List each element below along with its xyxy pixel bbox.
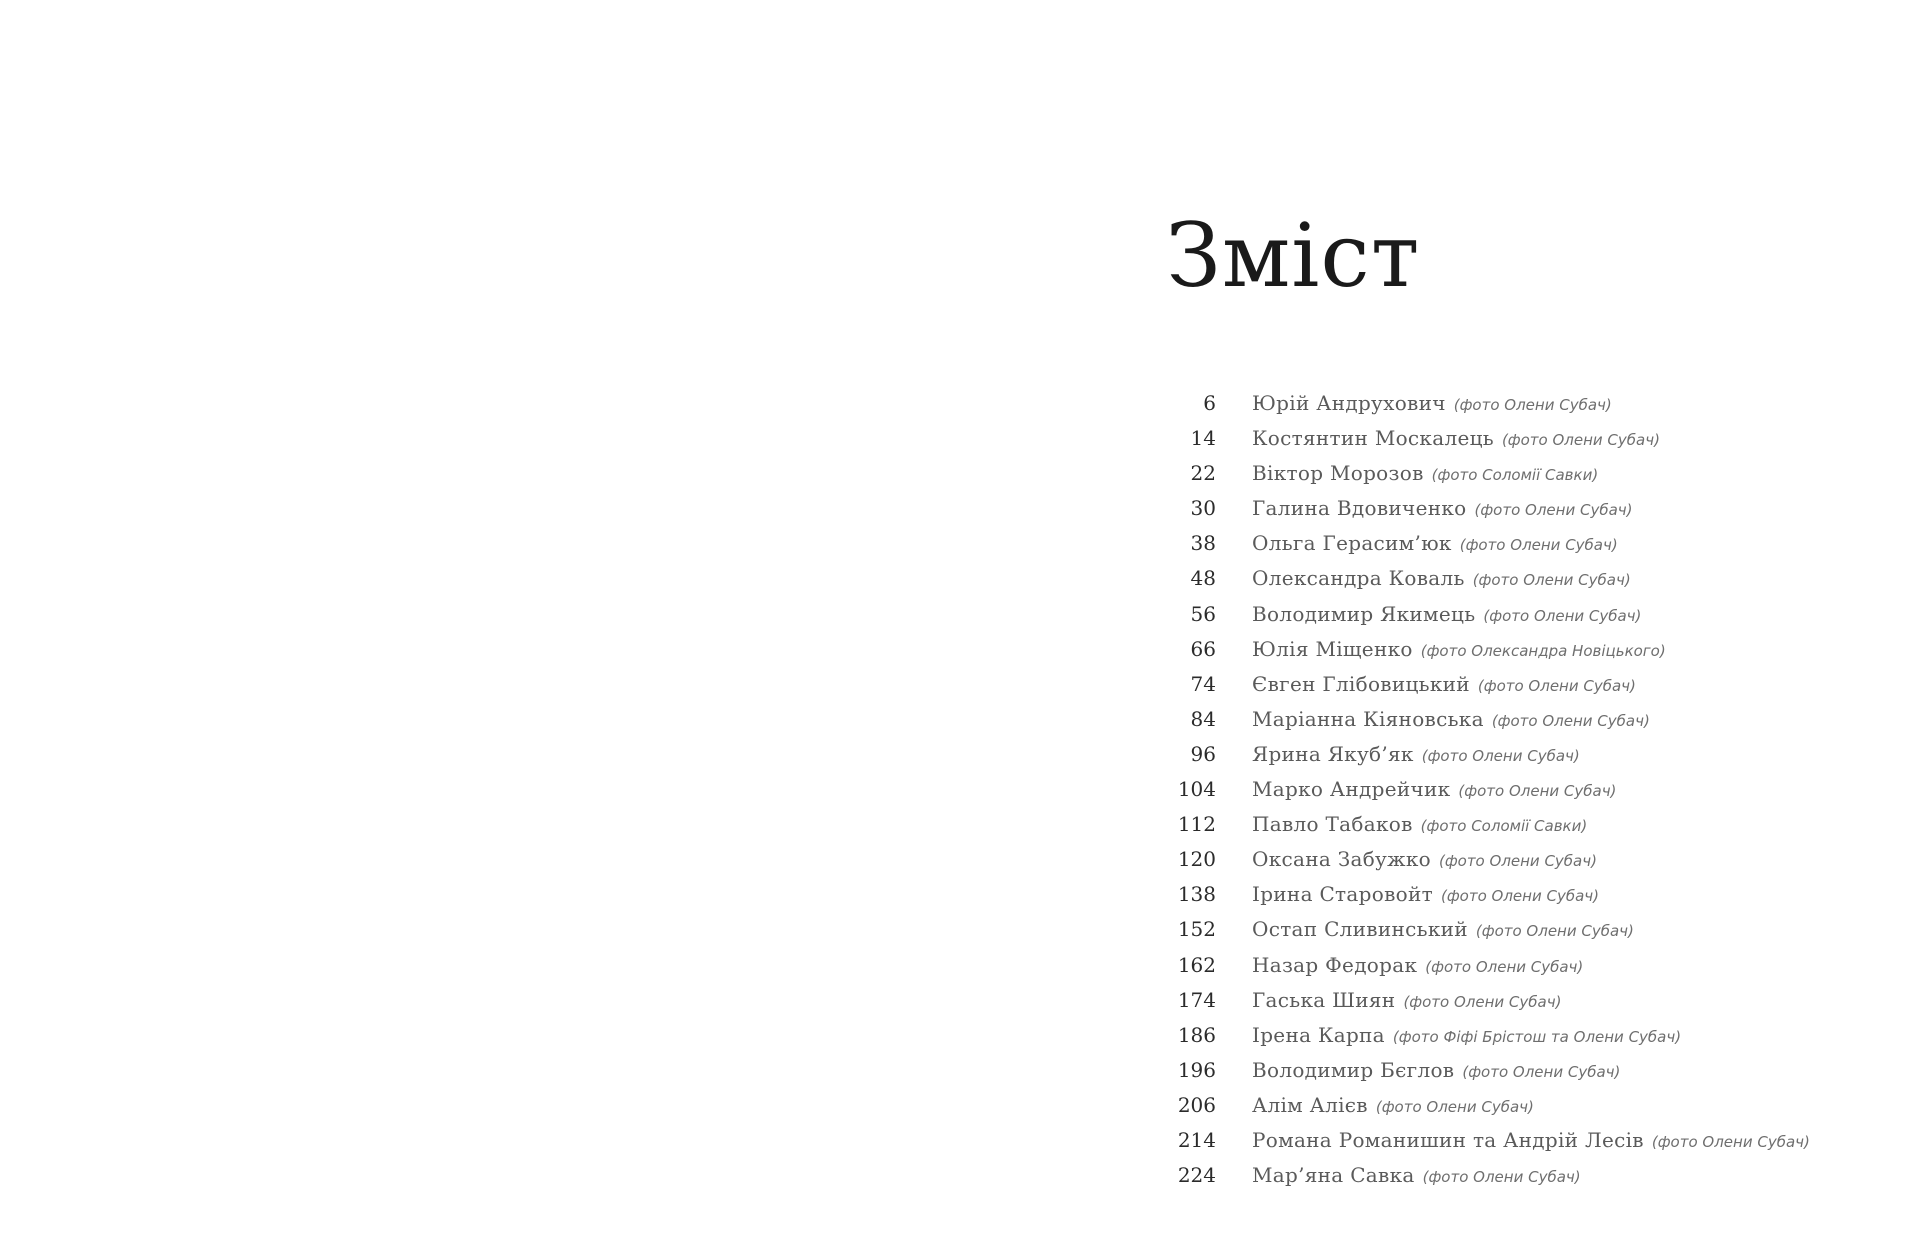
toc-entry — [1160, 1058, 1810, 1093]
toc-author-name: Ірена Карпа — [1252, 1022, 1385, 1047]
toc-author-name: Ярина Якуб’як — [1252, 741, 1414, 766]
toc-author-name: Маріанна Кіяновська — [1252, 706, 1484, 731]
toc-entry — [1160, 672, 1810, 707]
toc-photo-credit: (фото Олени Субач) — [1438, 852, 1597, 871]
toc-page-number: 112 — [1177, 812, 1216, 837]
toc-page-number: 22 — [1190, 461, 1216, 486]
toc-entry — [1160, 566, 1810, 601]
table-of-contents — [1160, 391, 1810, 1198]
toc-photo-credit: (фото Олени Субач) — [1483, 606, 1642, 625]
right-page — [960, 0, 1920, 1251]
toc-author-name: Ольга Герасим’юк — [1252, 531, 1452, 556]
toc-author-name: Ірина Старовойт — [1252, 882, 1433, 907]
toc-photo-credit: (фото Олени Субач) — [1475, 922, 1634, 941]
toc-page-number: 56 — [1190, 601, 1216, 626]
toc-entry — [1160, 988, 1810, 1023]
toc-entry — [1160, 496, 1810, 531]
toc-entry — [1160, 847, 1810, 882]
toc-photo-credit: (фото Фіфі Брістош та Олени Субач) — [1392, 1027, 1682, 1046]
toc-entry — [1160, 1023, 1810, 1058]
toc-entry — [1160, 426, 1810, 461]
toc-page-number: 14 — [1190, 426, 1216, 451]
toc-entry — [1160, 917, 1810, 952]
toc-page-number: 196 — [1177, 1057, 1216, 1082]
toc-author-name: Марко Андрейчик — [1252, 777, 1451, 802]
toc-author-name: Алім Алієв — [1252, 1092, 1368, 1117]
toc-photo-credit: (фото Олени Субач) — [1421, 746, 1580, 765]
toc-page-number: 104 — [1177, 777, 1216, 802]
toc-author-name: Остап Сливинський — [1252, 917, 1468, 942]
toc-author-name: Оксана Забужко — [1252, 847, 1431, 872]
toc-entry — [1160, 637, 1810, 672]
toc-author-name: Мар’яна Савка — [1252, 1163, 1415, 1188]
toc-entry — [1160, 1163, 1810, 1198]
toc-author-name: Гаська Шиян — [1252, 987, 1396, 1012]
toc-author-name: Юлія Міщенко — [1252, 636, 1413, 661]
toc-page-number: 120 — [1177, 847, 1216, 872]
toc-page-number: 30 — [1190, 496, 1216, 521]
toc-photo-credit: (фото Олени Субач) — [1425, 957, 1584, 976]
toc-page-number: 74 — [1190, 671, 1216, 696]
toc-photo-credit: (фото Соломії Савки) — [1420, 817, 1588, 836]
toc-entry — [1160, 391, 1810, 426]
toc-entry — [1160, 707, 1810, 742]
toc-photo-credit: (фото Олени Субач) — [1375, 1097, 1534, 1116]
toc-entry — [1160, 742, 1810, 777]
toc-photo-credit: (фото Олени Субач) — [1651, 1132, 1810, 1151]
toc-author-name: Костянтин Москалець — [1252, 426, 1494, 451]
toc-author-name: Юрій Андрухович — [1252, 391, 1446, 415]
toc-author-name: Назар Федорак — [1252, 952, 1418, 977]
toc-page-number: 48 — [1190, 566, 1216, 591]
toc-page-number: 96 — [1190, 741, 1216, 766]
toc-photo-credit: (фото Олени Субач) — [1453, 396, 1612, 414]
toc-entry — [1160, 1128, 1810, 1163]
toc-photo-credit: (фото Олени Субач) — [1403, 992, 1562, 1011]
toc-photo-credit: (фото Олени Субач) — [1501, 431, 1660, 450]
toc-photo-credit: (фото Олени Субач) — [1422, 1168, 1581, 1187]
toc-author-name: Галина Вдовиченко — [1252, 496, 1467, 521]
toc-author-name: Віктор Морозов — [1252, 461, 1424, 486]
toc-photo-credit: (фото Олени Субач) — [1458, 782, 1617, 801]
toc-page-number: 84 — [1190, 706, 1216, 731]
toc-page-number: 152 — [1177, 917, 1216, 942]
toc-page-number: 186 — [1177, 1022, 1216, 1047]
toc-photo-credit: (фото Олени Субач) — [1491, 711, 1650, 730]
toc-photo-credit: (фото Олени Субач) — [1459, 536, 1618, 555]
toc-page-number: 66 — [1190, 636, 1216, 661]
toc-author-name: Павло Табаков — [1252, 812, 1413, 837]
toc-entry — [1160, 602, 1810, 637]
toc-page-number: 138 — [1177, 882, 1216, 907]
toc-author-name: Володимир Якимець — [1252, 601, 1476, 626]
toc-page-number: 38 — [1190, 531, 1216, 556]
toc-page-number: 206 — [1177, 1092, 1216, 1117]
toc-photo-credit: (фото Соломії Савки) — [1431, 466, 1599, 485]
toc-entry — [1160, 777, 1810, 812]
toc-entry — [1160, 1093, 1810, 1128]
toc-entry — [1160, 812, 1810, 847]
toc-photo-credit: (фото Олени Субач) — [1477, 676, 1636, 695]
toc-photo-credit: (фото Олени Субач) — [1472, 571, 1631, 590]
toc-author-name: Олександра Коваль — [1252, 566, 1465, 591]
toc-page-number: 6 — [1203, 391, 1216, 415]
toc-author-name: Євген Глібовицький — [1252, 671, 1470, 696]
toc-page-number: 174 — [1177, 987, 1216, 1012]
toc-photo-credit: (фото Олександра Новіцького) — [1420, 641, 1666, 660]
toc-author-name: Романа Романишин та Андрій Лесів — [1252, 1127, 1644, 1152]
toc-entry — [1160, 953, 1810, 988]
toc-entry — [1160, 461, 1810, 496]
toc-photo-credit: (фото Олени Субач) — [1474, 501, 1633, 520]
page-title: Зміст — [1166, 204, 1421, 307]
toc-page-number: 214 — [1177, 1127, 1216, 1152]
toc-page-number: 224 — [1177, 1163, 1216, 1188]
toc-photo-credit: (фото Олени Субач) — [1440, 887, 1599, 906]
toc-photo-credit: (фото Олени Субач) — [1462, 1062, 1621, 1081]
toc-author-name: Володимир Бєглов — [1252, 1057, 1455, 1082]
toc-page-number: 162 — [1177, 952, 1216, 977]
toc-entry — [1160, 882, 1810, 917]
toc-entry — [1160, 531, 1810, 566]
